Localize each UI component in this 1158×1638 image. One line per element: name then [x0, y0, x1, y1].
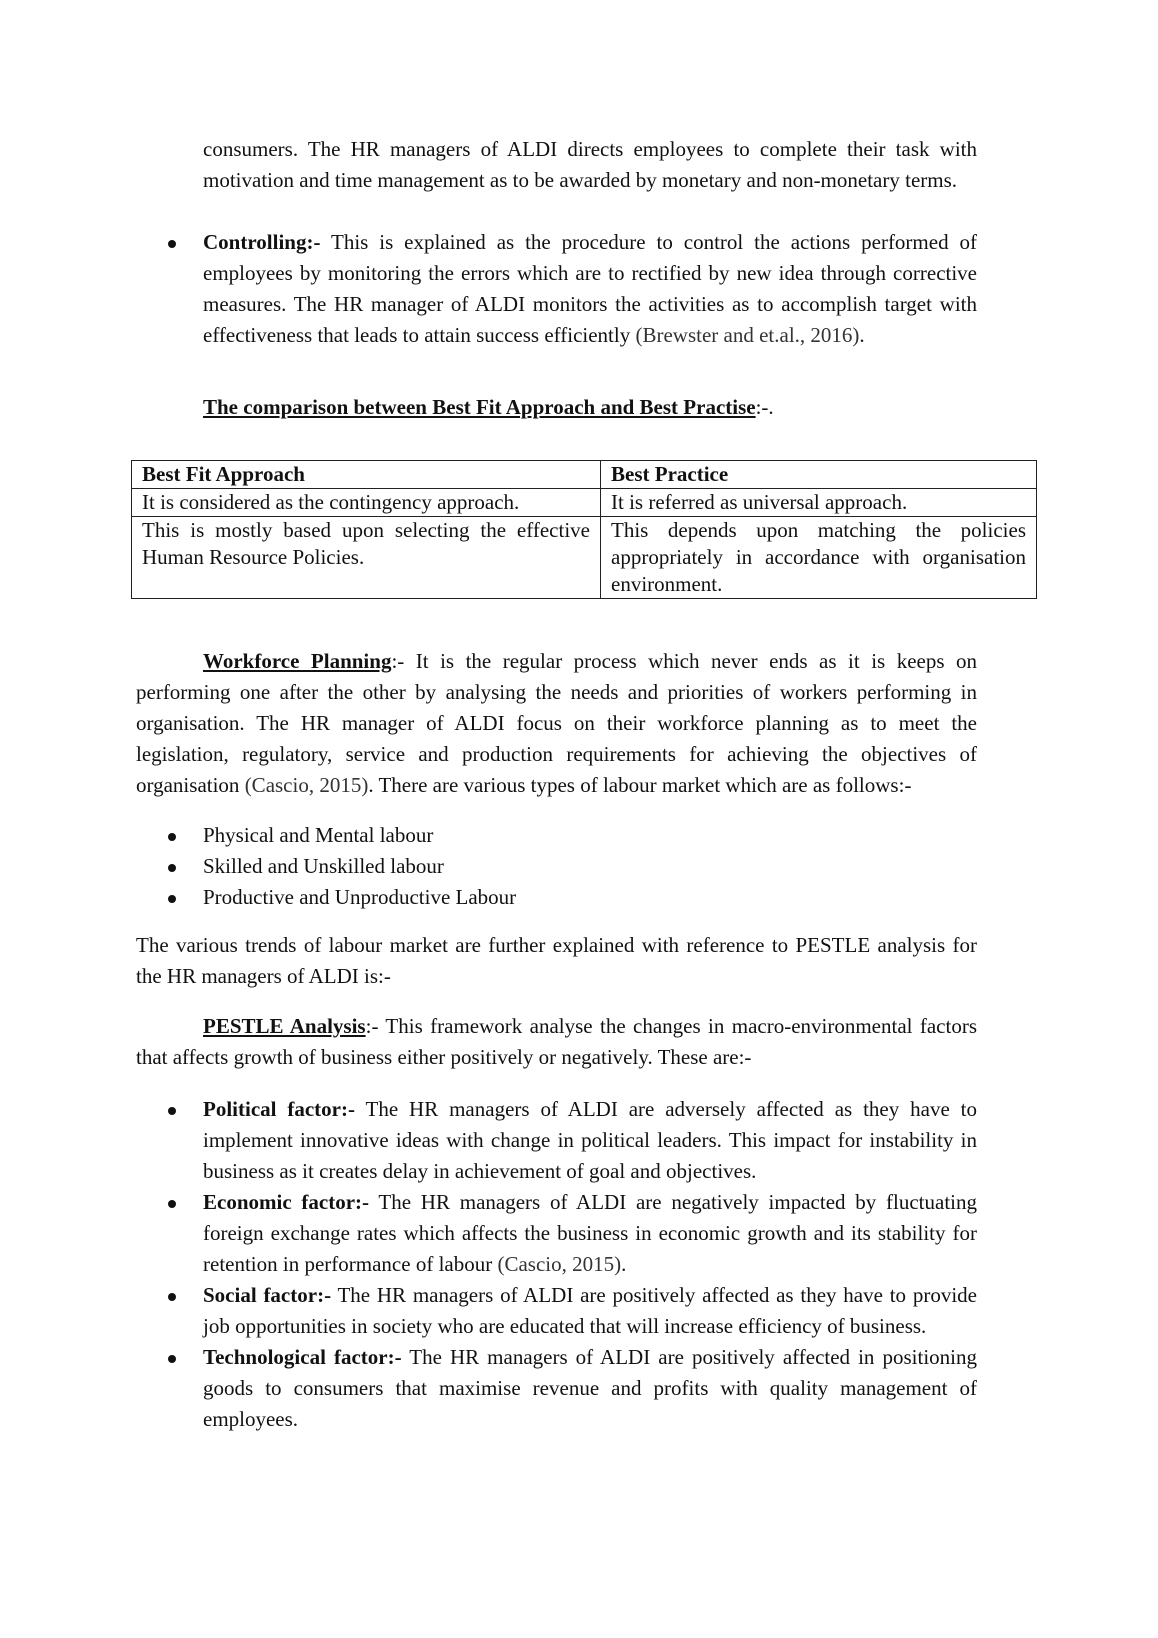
- continuation-paragraph: [203, 134, 977, 196]
- pestle-paragraph: [136, 1011, 977, 1073]
- comparison-heading-text: The comparison between Best Fit Approach and Best Practise: [203, 395, 756, 419]
- trends-text: The various trends of labour market are further explained with reference to PESTLE analysis for the HR managers of ALDI is:-: [136, 933, 977, 988]
- bullet-icon: [168, 895, 176, 903]
- table-cell: This depends upon matching the policies appropriately in accordance with organisation environment.: [601, 517, 1037, 599]
- bullet-icon: [168, 240, 176, 248]
- controlling-label: Controlling:-: [203, 230, 321, 254]
- list-item: [203, 882, 977, 913]
- labour-type-text: Physical and Mental labour: [203, 823, 434, 847]
- political-label: Political factor:-: [203, 1097, 355, 1121]
- controlling-citation: (Brewster and et.al., 2016): [635, 323, 860, 347]
- pestle-factors-list: [203, 1094, 977, 1435]
- table-header-best-practice: Best Practice: [601, 461, 1037, 489]
- table-header-best-fit: Best Fit Approach: [132, 461, 601, 489]
- controlling-list: [203, 227, 977, 351]
- bullet-icon: [168, 1293, 176, 1301]
- list-item: [203, 820, 977, 851]
- list-item: [203, 851, 977, 882]
- technological-text: The HR managers of ALDI are positively affected in positioning goods to consumers that maximise revenue and profits with quality management of employees.: [203, 1345, 977, 1431]
- bullet-icon: [168, 1107, 176, 1115]
- bullet-icon: [168, 864, 176, 872]
- technological-label: Technological factor:-: [203, 1345, 402, 1369]
- workforce-end: . There are various types of labour market which are as follows:-: [368, 773, 912, 797]
- list-item-technological: [203, 1342, 977, 1435]
- list-item-economic: [203, 1187, 977, 1280]
- table-row: [132, 489, 1037, 517]
- labour-type-text: Skilled and Unskilled labour: [203, 854, 444, 878]
- pestle-text: :- This framework analyse the changes in macro-environmental factors that affects growth of business either positively or negatively. These are:-: [136, 1014, 977, 1069]
- economic-label: Economic factor:-: [203, 1190, 370, 1214]
- list-item-social: [203, 1280, 977, 1342]
- continuation-text: consumers. The HR managers of ALDI directs employees to complete their task with motivation and time management as to be awarded by monetary and non-monetary terms.: [203, 137, 977, 192]
- social-text: The HR managers of ALDI are positively affected as they have to provide job opportunities in society who are educated that will increase efficiency of business.: [203, 1283, 977, 1338]
- labour-type-text: Productive and Unproductive Labour: [203, 885, 517, 909]
- trends-paragraph: [136, 930, 977, 992]
- table-header-row: [132, 461, 1037, 489]
- list-item-controlling: [203, 227, 977, 351]
- controlling-end: .: [859, 323, 865, 347]
- pestle-heading: PESTLE Analysis: [203, 1014, 366, 1038]
- economic-text: The HR managers of ALDI are negatively impacted by fluctuating foreign exchange rates which affects the business in economic growth and its stability for retention in performance of labour: [203, 1190, 977, 1276]
- comparison-heading: [203, 392, 977, 423]
- comparison-table: [131, 460, 1037, 599]
- bullet-icon: [168, 1200, 176, 1208]
- workforce-paragraph: [136, 646, 977, 801]
- comparison-heading-suffix: :-.: [755, 395, 774, 419]
- bullet-icon: [168, 833, 176, 841]
- bullet-icon: [168, 1355, 176, 1363]
- labour-types-list: [203, 820, 977, 913]
- workforce-citation: (Cascio, 2015): [244, 773, 369, 797]
- economic-citation: (Cascio, 2015): [497, 1252, 622, 1276]
- table-row: [132, 517, 1037, 599]
- political-text: The HR managers of ALDI are adversely affected as they have to implement innovative ideas with change in political leaders. This impact for instability in business as it creates delay in achievement of goal and objectives.: [203, 1097, 977, 1183]
- controlling-text: This is explained as the procedure to control the actions performed of employees by monitoring the errors which are to rectified by new idea through corrective measures. The HR manager of ALDI monitors the activities as to accomplish target with effectiveness that leads to attain success efficiently: [203, 230, 977, 347]
- economic-end: .: [621, 1252, 627, 1276]
- social-label: Social factor:-: [203, 1283, 332, 1307]
- list-item-political: [203, 1094, 977, 1187]
- workforce-text: :- It is the regular process which never ends as it is keeps on performing one after the other by analysing the needs and priorities of workers performing in organisation. The HR manager of ALDI focus on their workforce planning as to meet the legislation, regulatory, service and production requirements for achieving the objectives of organisation: [136, 649, 977, 797]
- table-cell: This is mostly based upon selecting the effective Human Resource Policies.: [132, 517, 601, 599]
- table-cell: It is considered as the contingency approach.: [132, 489, 601, 517]
- table-cell: It is referred as universal approach.: [601, 489, 1037, 517]
- workforce-heading: Workforce Planning: [203, 649, 392, 673]
